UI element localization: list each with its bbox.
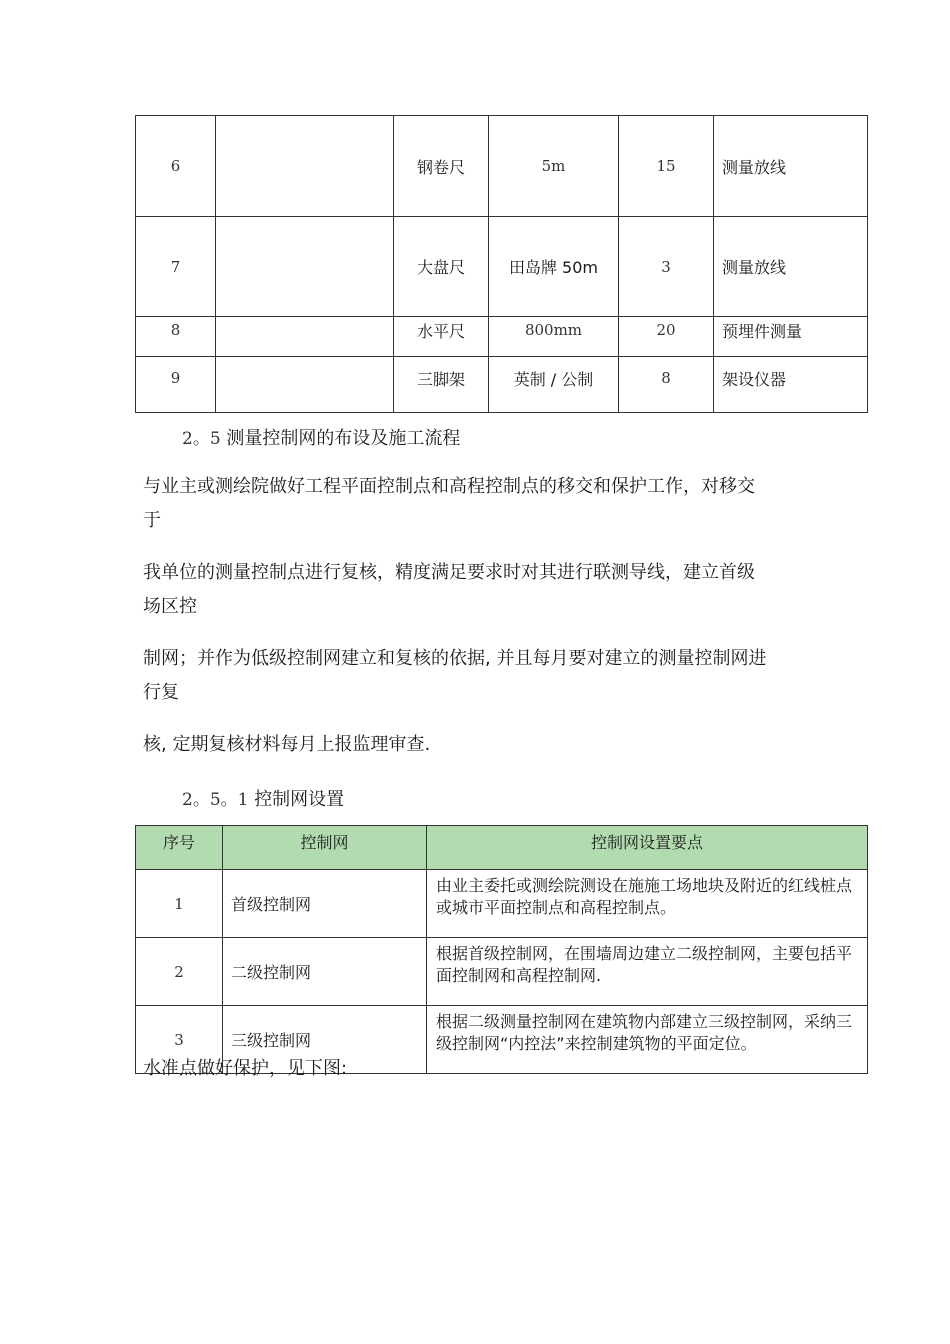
table-header-row: [136, 826, 868, 870]
section-heading-2-5: [182, 424, 460, 450]
paragraph-line: 与业主或测绘院做好工程平面控制点和高程控制点的移交和保护工作，对移交: [143, 476, 755, 497]
blank-cell: [216, 217, 394, 317]
table-row: [136, 870, 868, 938]
tool-use: 测量放线: [714, 116, 868, 217]
tool-name: 大盘尺: [394, 217, 489, 317]
tool-quantity: 20: [619, 317, 714, 357]
network-name: 三级控制网: [223, 1006, 427, 1074]
paragraph-line: 场区控: [143, 596, 197, 617]
paragraph-line: 我单位的测量控制点进行复核，精度满足要求时对其进行联测导线，建立首级: [143, 562, 755, 583]
section-heading-2-5-1: [182, 785, 344, 811]
blank-cell: [216, 357, 394, 413]
table-row: [136, 116, 868, 217]
section-number: 2。5: [182, 429, 221, 449]
blank-cell: [216, 116, 394, 217]
row-number: 9: [136, 357, 216, 413]
tool-use: 架设仪器: [714, 357, 868, 413]
row-number: 2: [136, 938, 223, 1006]
control-network-table: [135, 825, 868, 1074]
header-number: 序号: [136, 826, 223, 870]
tool-use: 测量放线: [714, 217, 868, 317]
tool-quantity: 8: [619, 357, 714, 413]
paragraph-line: 于: [143, 510, 161, 531]
table-row: [136, 317, 868, 357]
table-row: [136, 938, 868, 1006]
tool-spec: 英制 / 公制: [489, 357, 619, 413]
paragraph-line: 行复: [143, 682, 179, 703]
tool-use: 预埋件测量: [714, 317, 868, 357]
paragraph-line: 制网；并作为低级控制网建立和复核的依据, 并且每月要对建立的测量控制网进: [143, 648, 767, 669]
section-number: 2。5。1: [182, 790, 249, 810]
network-points: 由业主委托或测绘院测设在施施工场地块及附近的红线桩点或城市平面控制点和高程控制点。: [427, 870, 868, 938]
section-title: 控制网设置: [254, 789, 345, 810]
table-row: [136, 217, 868, 317]
row-number: 1: [136, 870, 223, 938]
section-title: 测量控制网的布设及施工流程: [226, 428, 461, 449]
header-points: 控制网设置要点: [427, 826, 868, 870]
network-points: 根据二级测量控制网在建筑物内部建立三级控制网，采纳三级控制网“内控法”来控制建筑物的平面定位。: [427, 1006, 868, 1074]
paragraph-line: 核, 定期复核材料每月上报监理审查.: [143, 734, 431, 755]
tool-name: 水平尺: [394, 317, 489, 357]
header-network: 控制网: [223, 826, 427, 870]
network-points: 根据首级控制网，在围墙周边建立二级控制网，主要包括平面控制网和高程控制网.: [427, 938, 868, 1006]
tool-spec: 5m: [489, 116, 619, 217]
row-number: 8: [136, 317, 216, 357]
blank-cell: [216, 317, 394, 357]
tool-name: 钢卷尺: [394, 116, 489, 217]
tool-spec: 800mm: [489, 317, 619, 357]
row-number: 7: [136, 217, 216, 317]
row-number: 3: [136, 1006, 223, 1074]
row-number: 6: [136, 116, 216, 217]
table-row: [136, 357, 868, 413]
tool-spec: 田岛牌 50m: [489, 217, 619, 317]
closing-text: 水准点做好保护，见下图:: [143, 1058, 348, 1079]
tools-table: [135, 115, 868, 413]
tool-quantity: 3: [619, 217, 714, 317]
network-name: 首级控制网: [223, 870, 427, 938]
tool-name: 三脚架: [394, 357, 489, 413]
tool-quantity: 15: [619, 116, 714, 217]
network-name: 二级控制网: [223, 938, 427, 1006]
